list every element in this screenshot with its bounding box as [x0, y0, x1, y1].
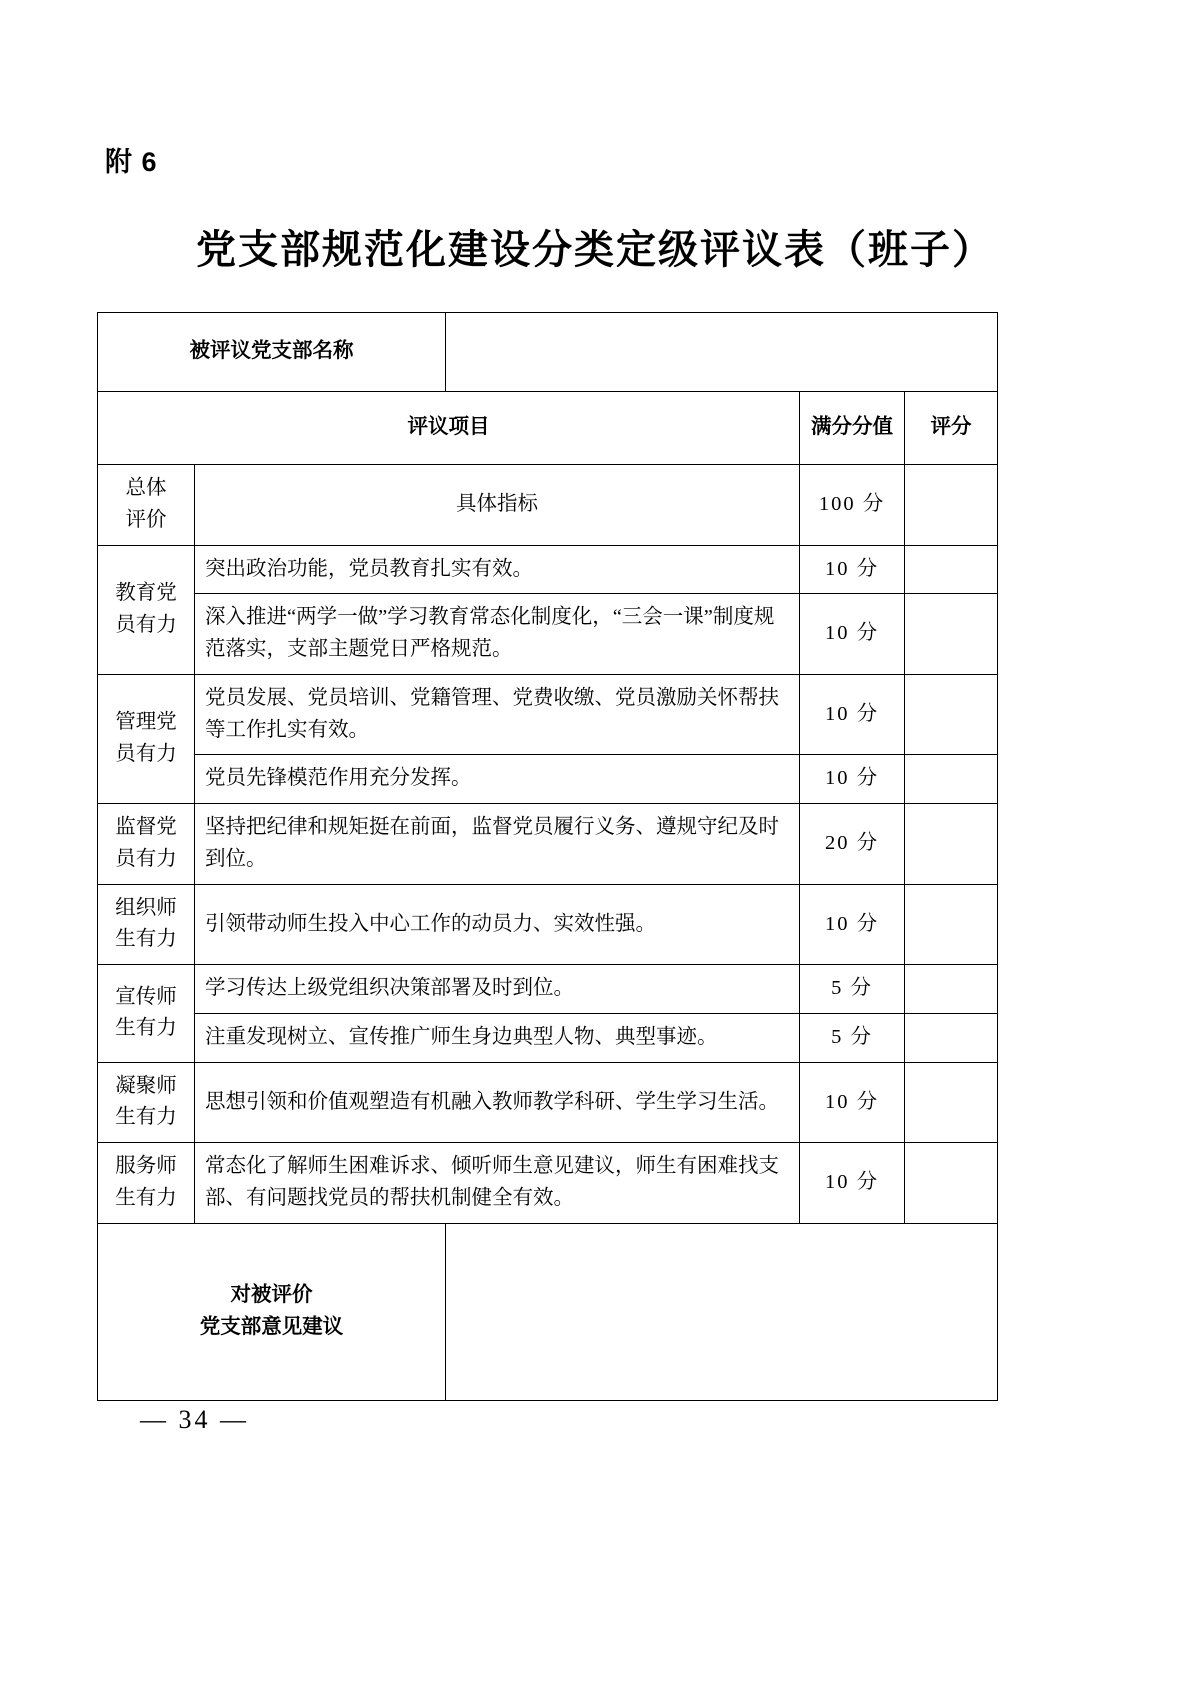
category-ningju-line1: 凝聚师 — [115, 1074, 177, 1097]
page-number: — 34 — — [140, 1405, 249, 1434]
opinion-label-line1: 对被评价 — [230, 1284, 313, 1307]
item-full-score: 10 分 — [800, 594, 905, 675]
item-score[interactable] — [905, 804, 998, 885]
header-item: 评议项目 — [98, 392, 800, 465]
item-full-score: 10 分 — [800, 1143, 905, 1224]
item-text: 思想引领和价值观塑造有机融入教师教学科研、学生学习生活。 — [195, 1062, 800, 1143]
item-score[interactable] — [905, 1062, 998, 1143]
category-overall-line2: 评价 — [125, 508, 167, 531]
evaluation-table — [97, 312, 998, 1401]
item-score[interactable] — [905, 594, 998, 675]
table-row — [98, 1013, 998, 1062]
category-fuwu-line1: 服务师 — [115, 1155, 177, 1178]
item-score[interactable] — [905, 545, 998, 594]
item-text: 常态化了解师生困难诉求、倾听师生意见建议，师生有困难找支部、有问题找党员的帮扶机制健全有效。 — [195, 1143, 800, 1224]
category-fuwu-line2: 生有力 — [115, 1187, 177, 1210]
category-overall-line1: 总体 — [125, 477, 167, 499]
category-guanli-line2: 员有力 — [115, 742, 177, 765]
item-text: 党员发展、党员培训、党籍管理、党费收缴、党员激励关怀帮扶等工作扎实有效。 — [195, 674, 800, 755]
category-zuzhi-line2: 生有力 — [115, 928, 177, 951]
item-full-score: 10 分 — [800, 755, 905, 804]
opinion-label-line2: 党支部意见建议 — [199, 1315, 344, 1338]
item-full-score: 10 分 — [800, 674, 905, 755]
item-text: 引领带动师生投入中心工作的动员力、实效性强。 — [195, 884, 800, 965]
table-row — [98, 674, 998, 755]
header-full-score: 满分分值 — [800, 392, 905, 465]
item-full-score: 10 分 — [800, 1062, 905, 1143]
table-row — [98, 1062, 998, 1143]
item-full-score: 10 分 — [800, 884, 905, 965]
category-zuzhi-line1: 组织师 — [115, 896, 177, 919]
category-zuzhi — [98, 884, 195, 965]
item-text: 党员先锋模范作用充分发挥。 — [195, 755, 800, 804]
item-score[interactable] — [905, 1143, 998, 1224]
item-full-score: 20 分 — [800, 804, 905, 885]
header-score: 评分 — [905, 392, 998, 465]
overall-item: 具体指标 — [195, 465, 800, 546]
item-text: 坚持把纪律和规矩挺在前面，监督党员履行义务、遵规守纪及时到位。 — [195, 804, 800, 885]
item-text: 注重发现树立、宣传推广师生身边典型人物、典型事迹。 — [195, 1013, 800, 1062]
item-text: 突出政治功能，党员教育扎实有效。 — [195, 545, 800, 594]
opinion-label — [98, 1223, 446, 1400]
item-score[interactable] — [905, 1013, 998, 1062]
overall-score[interactable] — [905, 465, 998, 546]
item-score[interactable] — [905, 965, 998, 1014]
table-row-branch-name — [98, 313, 998, 392]
category-guanli-line1: 管理党 — [115, 711, 177, 734]
table-header-row — [98, 392, 998, 465]
table-row — [98, 545, 998, 594]
category-jiandu — [98, 804, 195, 885]
page-title: 党支部规范化建设分类定级评议表（班子） — [196, 227, 994, 272]
table-row — [98, 594, 998, 675]
item-full-score: 5 分 — [800, 965, 905, 1014]
category-ningju — [98, 1062, 195, 1143]
category-fuwu — [98, 1143, 195, 1224]
item-full-score: 10 分 — [800, 545, 905, 594]
branch-name-label: 被评议党支部名称 — [98, 313, 446, 392]
category-jiaoyu-line1: 教育党 — [115, 581, 177, 604]
overall-full-score: 100 分 — [800, 465, 905, 546]
category-xuanchuan — [98, 965, 195, 1063]
category-jiandu-line2: 员有力 — [115, 847, 177, 870]
table-row — [98, 1143, 998, 1224]
table-row-opinion — [98, 1223, 998, 1400]
item-text: 深入推进“两学一做”学习教育常态化制度化，“三会一课”制度规范落实，支部主题党日严格规范。 — [195, 594, 800, 675]
category-xuanchuan-line1: 宣传师 — [115, 985, 177, 1008]
table-row — [98, 884, 998, 965]
category-ningju-line2: 生有力 — [115, 1106, 177, 1129]
item-score[interactable] — [905, 755, 998, 804]
item-full-score: 5 分 — [800, 1013, 905, 1062]
table-row-overall — [98, 465, 998, 546]
item-score[interactable] — [905, 884, 998, 965]
attachment-label: 附 6 — [105, 147, 158, 177]
table-row — [98, 804, 998, 885]
item-score[interactable] — [905, 674, 998, 755]
item-text: 学习传达上级党组织决策部署及时到位。 — [195, 965, 800, 1014]
category-jiandu-line1: 监督党 — [115, 816, 177, 839]
table-row — [98, 755, 998, 804]
opinion-input[interactable] — [446, 1223, 998, 1400]
branch-name-value[interactable] — [446, 313, 998, 392]
category-guanli — [98, 674, 195, 803]
category-xuanchuan-line2: 生有力 — [115, 1017, 177, 1040]
table-row — [98, 965, 998, 1014]
category-overall — [98, 465, 195, 546]
category-jiaoyu — [98, 545, 195, 674]
category-jiaoyu-line2: 员有力 — [115, 613, 177, 636]
